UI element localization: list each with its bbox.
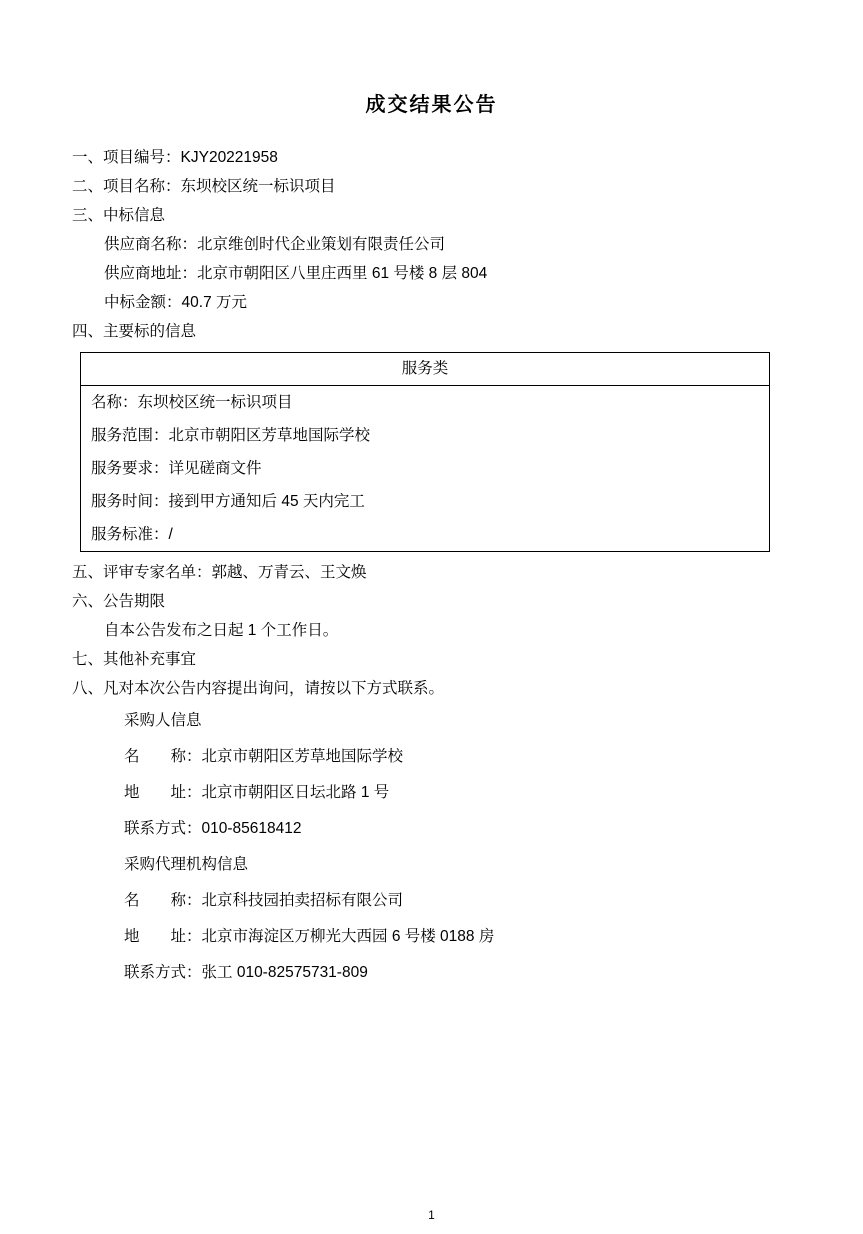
- supplier-name-line: [72, 230, 793, 259]
- main-subject-table: [80, 352, 770, 552]
- section-notice-period-body: 自本公告发布之日起 1 个工作日。: [104, 622, 339, 639]
- agency-contact-line: [124, 955, 793, 991]
- document-body: [0, 143, 863, 991]
- section-bid-info-heading: 三、中标信息: [72, 207, 166, 224]
- table-cell-scope-label: 服务范围：: [91, 427, 169, 444]
- bid-amount-value: 40.7 万元: [181, 294, 247, 311]
- purchaser-contact-line: [124, 811, 793, 847]
- section-experts: 五、评审专家名单：郭越、万青云、王文焕: [72, 564, 367, 581]
- agency-name-label: 名 称：: [124, 892, 202, 909]
- table-cell-requirement-label: 服务要求：: [91, 460, 169, 477]
- supplier-address-label: 供应商地址：: [104, 265, 198, 282]
- agency-heading: 采购代理机构信息: [124, 856, 249, 873]
- supplier-address-value: 北京市朝阳区八里庄西里 61 号楼 8 层 804: [197, 265, 488, 282]
- table-cell-standard: [81, 518, 770, 552]
- section-other-matters: 七、其他补充事宜: [72, 651, 197, 668]
- agency-contact-label: 联系方式：: [124, 964, 202, 981]
- section-project-number-value: KJY20221958: [180, 149, 278, 166]
- section-project-number: [72, 143, 793, 172]
- table-cell-duration-label: 服务时间：: [91, 493, 169, 510]
- table-cell-scope: [81, 419, 770, 452]
- agency-info-block: [72, 847, 793, 991]
- bid-amount-label: 中标金额：: [104, 294, 182, 311]
- table-cell-standard-value: /: [168, 526, 173, 543]
- agency-contact-value: 张工 010-82575731-809: [201, 964, 368, 981]
- purchaser-info-block: [72, 703, 793, 847]
- page-title: 成交结果公告: [365, 94, 498, 116]
- supplier-name-label: 供应商名称：: [104, 236, 198, 253]
- agency-name-value: 北京科技园拍卖招标有限公司: [201, 892, 404, 909]
- purchaser-heading: 采购人信息: [124, 712, 202, 729]
- table-row: [81, 386, 770, 420]
- table-row: [81, 518, 770, 552]
- table-cell-name-value: 东坝校区统一标识项目: [137, 394, 293, 411]
- section-notice-period-heading: 六、公告期限: [72, 593, 166, 610]
- bid-amount-line: [72, 288, 793, 317]
- table-header-row: [81, 353, 770, 386]
- page-number: 1: [428, 1208, 435, 1222]
- section-project-name-label: 二、项目名称：: [72, 178, 181, 195]
- section-project-name-value: 东坝校区统一标识项目: [180, 178, 336, 195]
- table-cell-scope-value: 北京市朝阳区芳草地国际学校: [168, 427, 371, 444]
- table-cell-requirement: [81, 452, 770, 485]
- supplier-address-line: [72, 259, 793, 288]
- document-page: [0, 88, 863, 1234]
- table-cell-duration: [81, 485, 770, 518]
- purchaser-name-value: 北京市朝阳区芳草地国际学校: [201, 748, 404, 765]
- table-cell-name-label: 名称：: [91, 394, 138, 411]
- table-cell-requirement-value: 详见磋商文件: [168, 460, 262, 477]
- purchaser-address-line: [124, 775, 793, 811]
- table-cell-name: [81, 386, 770, 420]
- agency-address-value: 北京市海淀区万柳光大西园 6 号楼 0188 房: [201, 928, 495, 945]
- section-main-subject-heading: 四、主要标的信息: [72, 323, 197, 340]
- table-row: [81, 419, 770, 452]
- supplier-name-value: 北京维创时代企业策划有限责任公司: [197, 236, 446, 253]
- purchaser-name-label: 名 称：: [124, 748, 202, 765]
- section-project-name: [72, 172, 793, 201]
- agency-name-line: [124, 883, 793, 919]
- section-project-number-label: 一、项目编号：: [72, 149, 181, 166]
- purchaser-contact-label: 联系方式：: [124, 820, 202, 837]
- purchaser-address-value: 北京市朝阳区日坛北路 1 号: [201, 784, 390, 801]
- table-header-service-class: 服务类: [81, 353, 770, 386]
- table-row: [81, 485, 770, 518]
- agency-address-line: [124, 919, 793, 955]
- purchaser-address-label: 地 址：: [124, 784, 202, 801]
- table-cell-duration-value: 接到甲方通知后 45 天内完工: [168, 493, 365, 510]
- table-cell-standard-label: 服务标准：: [91, 526, 169, 543]
- section-contact-intro: 八、凡对本次公告内容提出询问，请按以下方式联系。: [72, 680, 445, 697]
- purchaser-name-line: [124, 739, 793, 775]
- purchaser-contact-value: 010-85618412: [201, 820, 302, 837]
- agency-address-label: 地 址：: [124, 928, 202, 945]
- table-row: [81, 452, 770, 485]
